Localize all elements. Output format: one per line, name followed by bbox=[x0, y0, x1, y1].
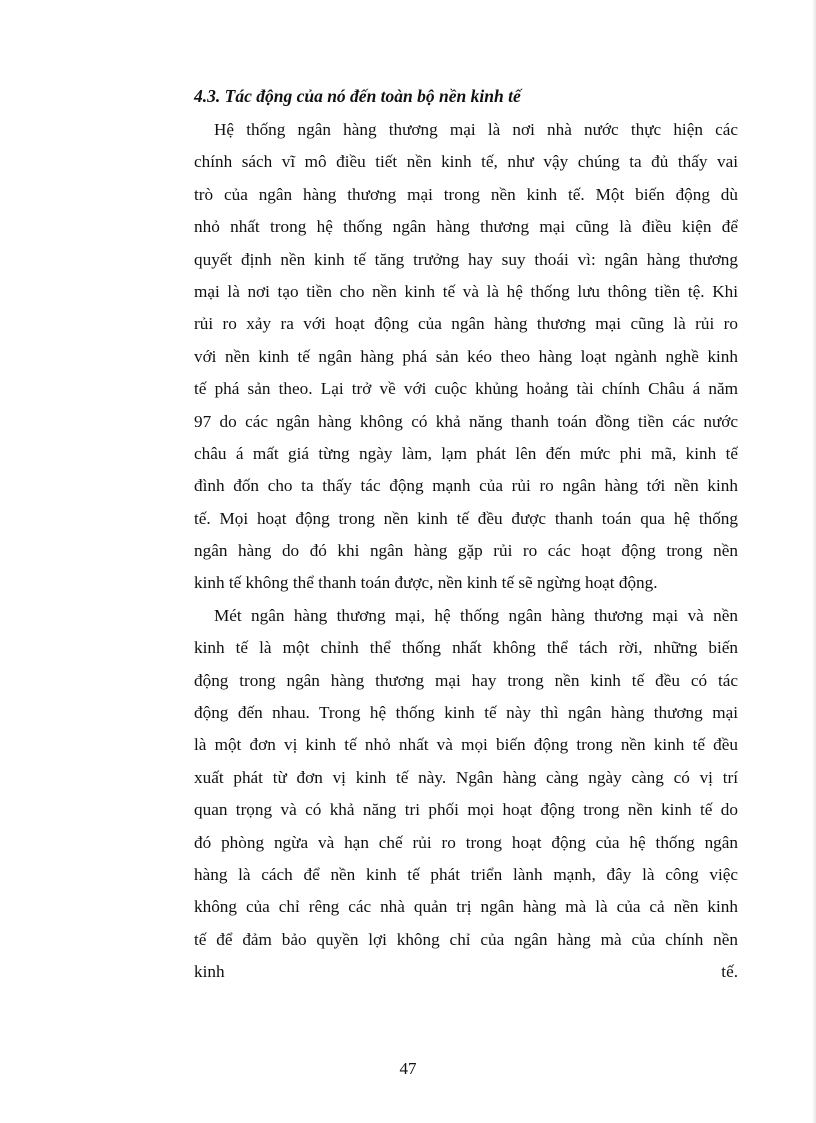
text-line: tế phá sản theo. Lại trở về với cuộc khủng hoảng tài chính Châu á năm bbox=[194, 379, 738, 399]
text-line: kinh tế. bbox=[194, 962, 738, 982]
text-line: tế. Mọi hoạt động trong nền kinh tế đều được thanh toán qua hệ thống bbox=[194, 508, 738, 528]
section-heading: 4.3. Tác động của nó đến toàn bộ nền kinh tế bbox=[194, 86, 521, 106]
text-line: đó phòng ngừa và hạn chế rủi ro trong hoạt động của hệ thống ngân bbox=[194, 832, 738, 852]
text-line: tế để đảm bảo quyền lợi không chỉ của ngân hàng mà của chính nền bbox=[194, 929, 738, 949]
text-line: kinh tế là một chỉnh thể thống nhất không thể tách rời, những biến bbox=[194, 638, 738, 658]
text-line: với nền kinh tế ngân hàng phá sản kéo theo hàng loạt ngành nghề kinh bbox=[194, 346, 738, 366]
page-edge-shadow bbox=[812, 0, 816, 1123]
text-line: không của chỉ rêng các nhà quản trị ngân hàng mà là của cả nền kinh bbox=[194, 897, 738, 917]
text-line: động trong ngân hàng thương mại hay trong nền kinh tế đều có tác bbox=[194, 670, 738, 690]
text-line: là một đơn vị kinh tế nhỏ nhất và mọi biến động trong nền kinh tế đều bbox=[194, 735, 738, 755]
text-line: rủi ro xảy ra với hoạt động của ngân hàng thương mại cũng là rủi ro bbox=[194, 314, 738, 334]
text-line: 97 do các ngân hàng không có khả năng thanh toán đồng tiền các nước bbox=[194, 411, 738, 431]
text-line: kinh tế không thể thanh toán được, nền kinh tế sẽ ngừng hoạt động. bbox=[194, 573, 658, 593]
paragraph-2 bbox=[194, 600, 738, 989]
text-line: quyết định nền kinh tế tăng trưởng hay suy thoái vì: ngân hàng thương bbox=[194, 249, 738, 269]
text-line: trò của ngân hàng thương mại trong nền kinh tế. Một biến động dù bbox=[194, 184, 738, 204]
page-number: 47 bbox=[399, 1059, 417, 1078]
text-line: mại là nơi tạo tiền cho nền kinh tế và là hệ thống lưu thông tiền tệ. Khi bbox=[194, 281, 738, 301]
body-text bbox=[194, 114, 738, 989]
text-line: nhỏ nhất trong hệ thống ngân hàng thương mại cũng là điều kiện để bbox=[194, 217, 738, 237]
text-line: đình đốn cho ta thấy tác động mạnh của rủi ro ngân hàng tới nền kinh bbox=[194, 476, 738, 496]
text-line: động đến nhau. Trong hệ thống kinh tế này thì ngân hàng thương mại bbox=[194, 703, 738, 723]
text-line: Mét ngân hàng thương mại, hệ thống ngân hàng thương mại và nền bbox=[214, 605, 738, 625]
text-line: hàng là cách để nền kinh tế phát triển lành mạnh, đây là công việc bbox=[194, 864, 738, 884]
text-line: châu á mất giá từng ngày làm, lạm phát lên đến mức phi mã, kinh tế bbox=[194, 443, 738, 463]
text-line: chính sách vĩ mô điều tiết nền kinh tế, như vậy chúng ta đủ thấy vai bbox=[194, 152, 738, 172]
text-line: Hệ thống ngân hàng thương mại là nơi nhà nước thực hiện các bbox=[214, 120, 738, 139]
text-line: ngân hàng do đó khi ngân hàng gặp rủi ro các hoạt động trong nền bbox=[194, 541, 738, 561]
paragraph-1 bbox=[194, 114, 738, 600]
text-line: quan trọng và có khả năng tri phối mọi hoạt động trong nền kinh tế do bbox=[194, 800, 738, 820]
text-line: xuất phát từ đơn vị kinh tế này. Ngân hàng càng ngày càng có vị trí bbox=[194, 767, 738, 787]
